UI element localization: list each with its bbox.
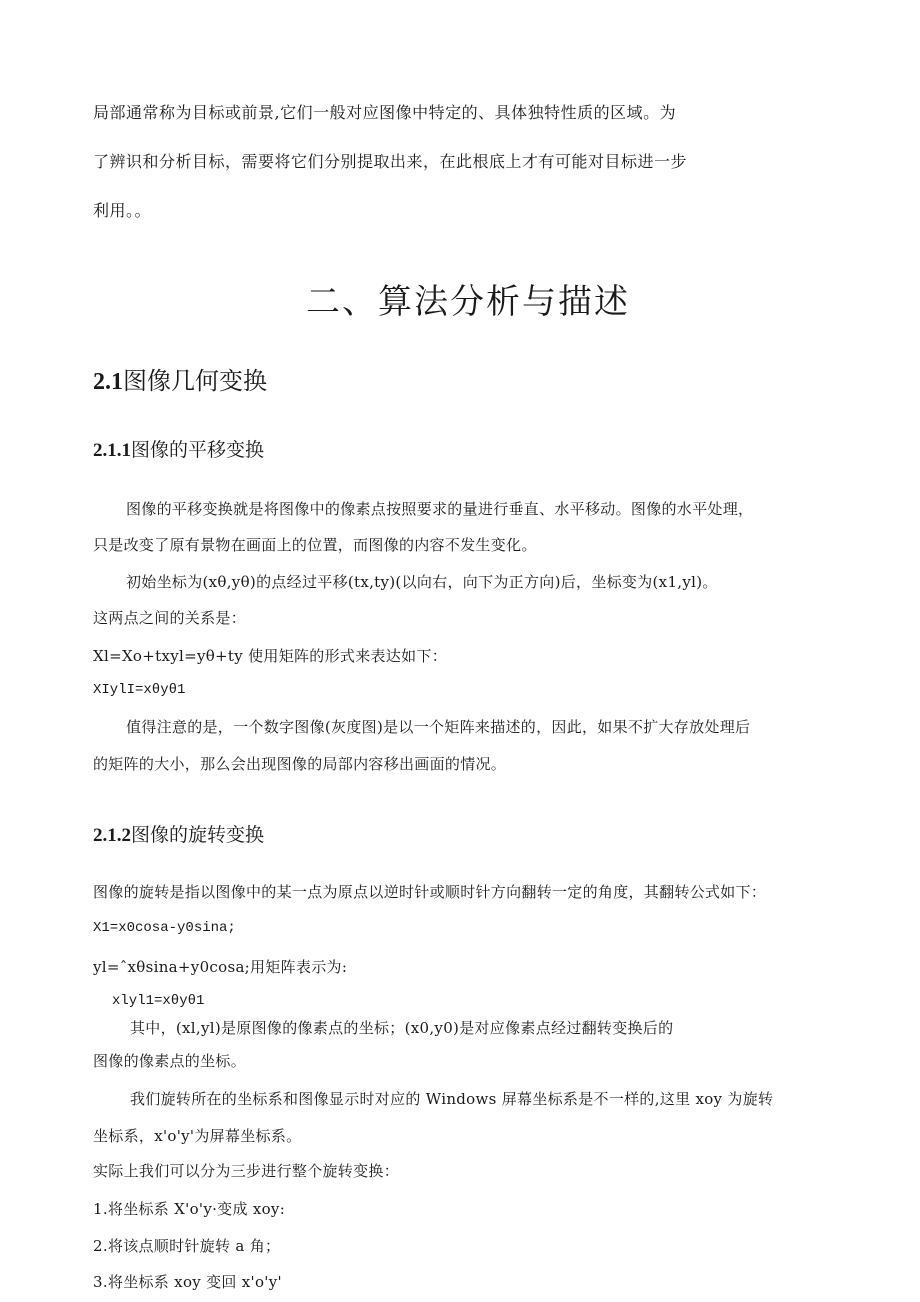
rotate-para3-line2: 坐标系，x'o'y'为屏幕坐标系。	[93, 1127, 302, 1145]
section-title: 图像几何变换	[123, 367, 267, 395]
intro-line-3: 利用。。	[93, 201, 152, 220]
section-title: 图像的旋转变换	[131, 824, 265, 846]
translate-para3-line1: 值得注意的是，一个数字图像(灰度图)是以一个矩阵来描述的，因此，如果不扩大存放处理后	[126, 718, 751, 736]
translate-formula-2: XIylI=xθyθ1	[93, 682, 186, 698]
translate-para2-line2: 这两点之间的关系是：	[93, 609, 247, 627]
section-title: 图像的平移变换	[131, 439, 265, 461]
rotate-para2-line2: 图像的像素点的坐标。	[93, 1052, 247, 1070]
section-2-1-heading	[93, 361, 267, 396]
intro-line-2: 了辨识和分析目标，需要将它们分别提取出来，在此根底上才有可能对目标进一步	[93, 152, 688, 171]
section-2-1-1-heading	[93, 435, 264, 462]
section-2-1-2-heading	[93, 820, 264, 847]
translate-para2-line1: 初始坐标为(xθ,yθ)的点经过平移(tx,ty)(以向右，向下为正方向)后，坐标变为(x1,yl)。	[126, 573, 718, 591]
translate-para1-line2: 只是改变了原有景物在画面上的位置，而图像的内容不发生变化。	[93, 536, 537, 554]
section-number: 2.1.1	[93, 440, 131, 461]
rotate-step-3: 3.将坐标系 xoy 变回 x'o'y'	[93, 1273, 282, 1291]
rotate-step-1: 1.将坐标系 X'o'y·变成 xoy:	[93, 1200, 286, 1218]
rotate-para2-line1: 其中，(xl,yl)是原图像的像素点的坐标；(x0,y0)是对应像素点经过翻转变换后的	[130, 1019, 674, 1037]
rotate-para4: 实际上我们可以分为三步进行整个旋转变换：	[93, 1162, 400, 1180]
rotate-para3-line1: 我们旋转所在的坐标系和图像显示时对应的 Windows 屏幕坐标系是不一样的,这里 xoy 为旋转	[130, 1090, 774, 1108]
section-number: 2.1	[93, 369, 123, 395]
chapter-title: 二、算法分析与描述	[306, 282, 630, 322]
translate-formula-1: Xl=Xo+txyl=yθ+ty 使用矩阵的形式来表达如下：	[93, 647, 447, 665]
rotate-formula-1: X1=x0cosa-y0sina;	[93, 920, 236, 936]
rotate-formula-3: xlyl1=xθyθ1	[112, 993, 205, 1009]
rotate-formula-2: yl=ˆxθsina+y0cosa;用矩阵表示为:	[93, 958, 348, 976]
rotate-para1: 图像的旋转是指以图像中的某一点为原点以逆时针或顺时针方向翻转一定的角度，其翻转公式如下：	[93, 883, 767, 901]
section-number: 2.1.2	[93, 825, 131, 846]
intro-line-1: 局部通常称为目标或前景,它们一般对应图像中特定的、具体独特性质的区域。为	[93, 103, 677, 122]
rotate-step-2: 2.将该点顺时针旋转 a 角；	[93, 1237, 281, 1255]
translate-para1-line1: 图像的平移变换就是将图像中的像素点按照要求的量进行垂直、水平移动。图像的水平处理，	[126, 500, 754, 518]
translate-para3-line2: 的矩阵的大小，那么会出现图像的局部内容移出画面的情况。	[93, 755, 507, 773]
